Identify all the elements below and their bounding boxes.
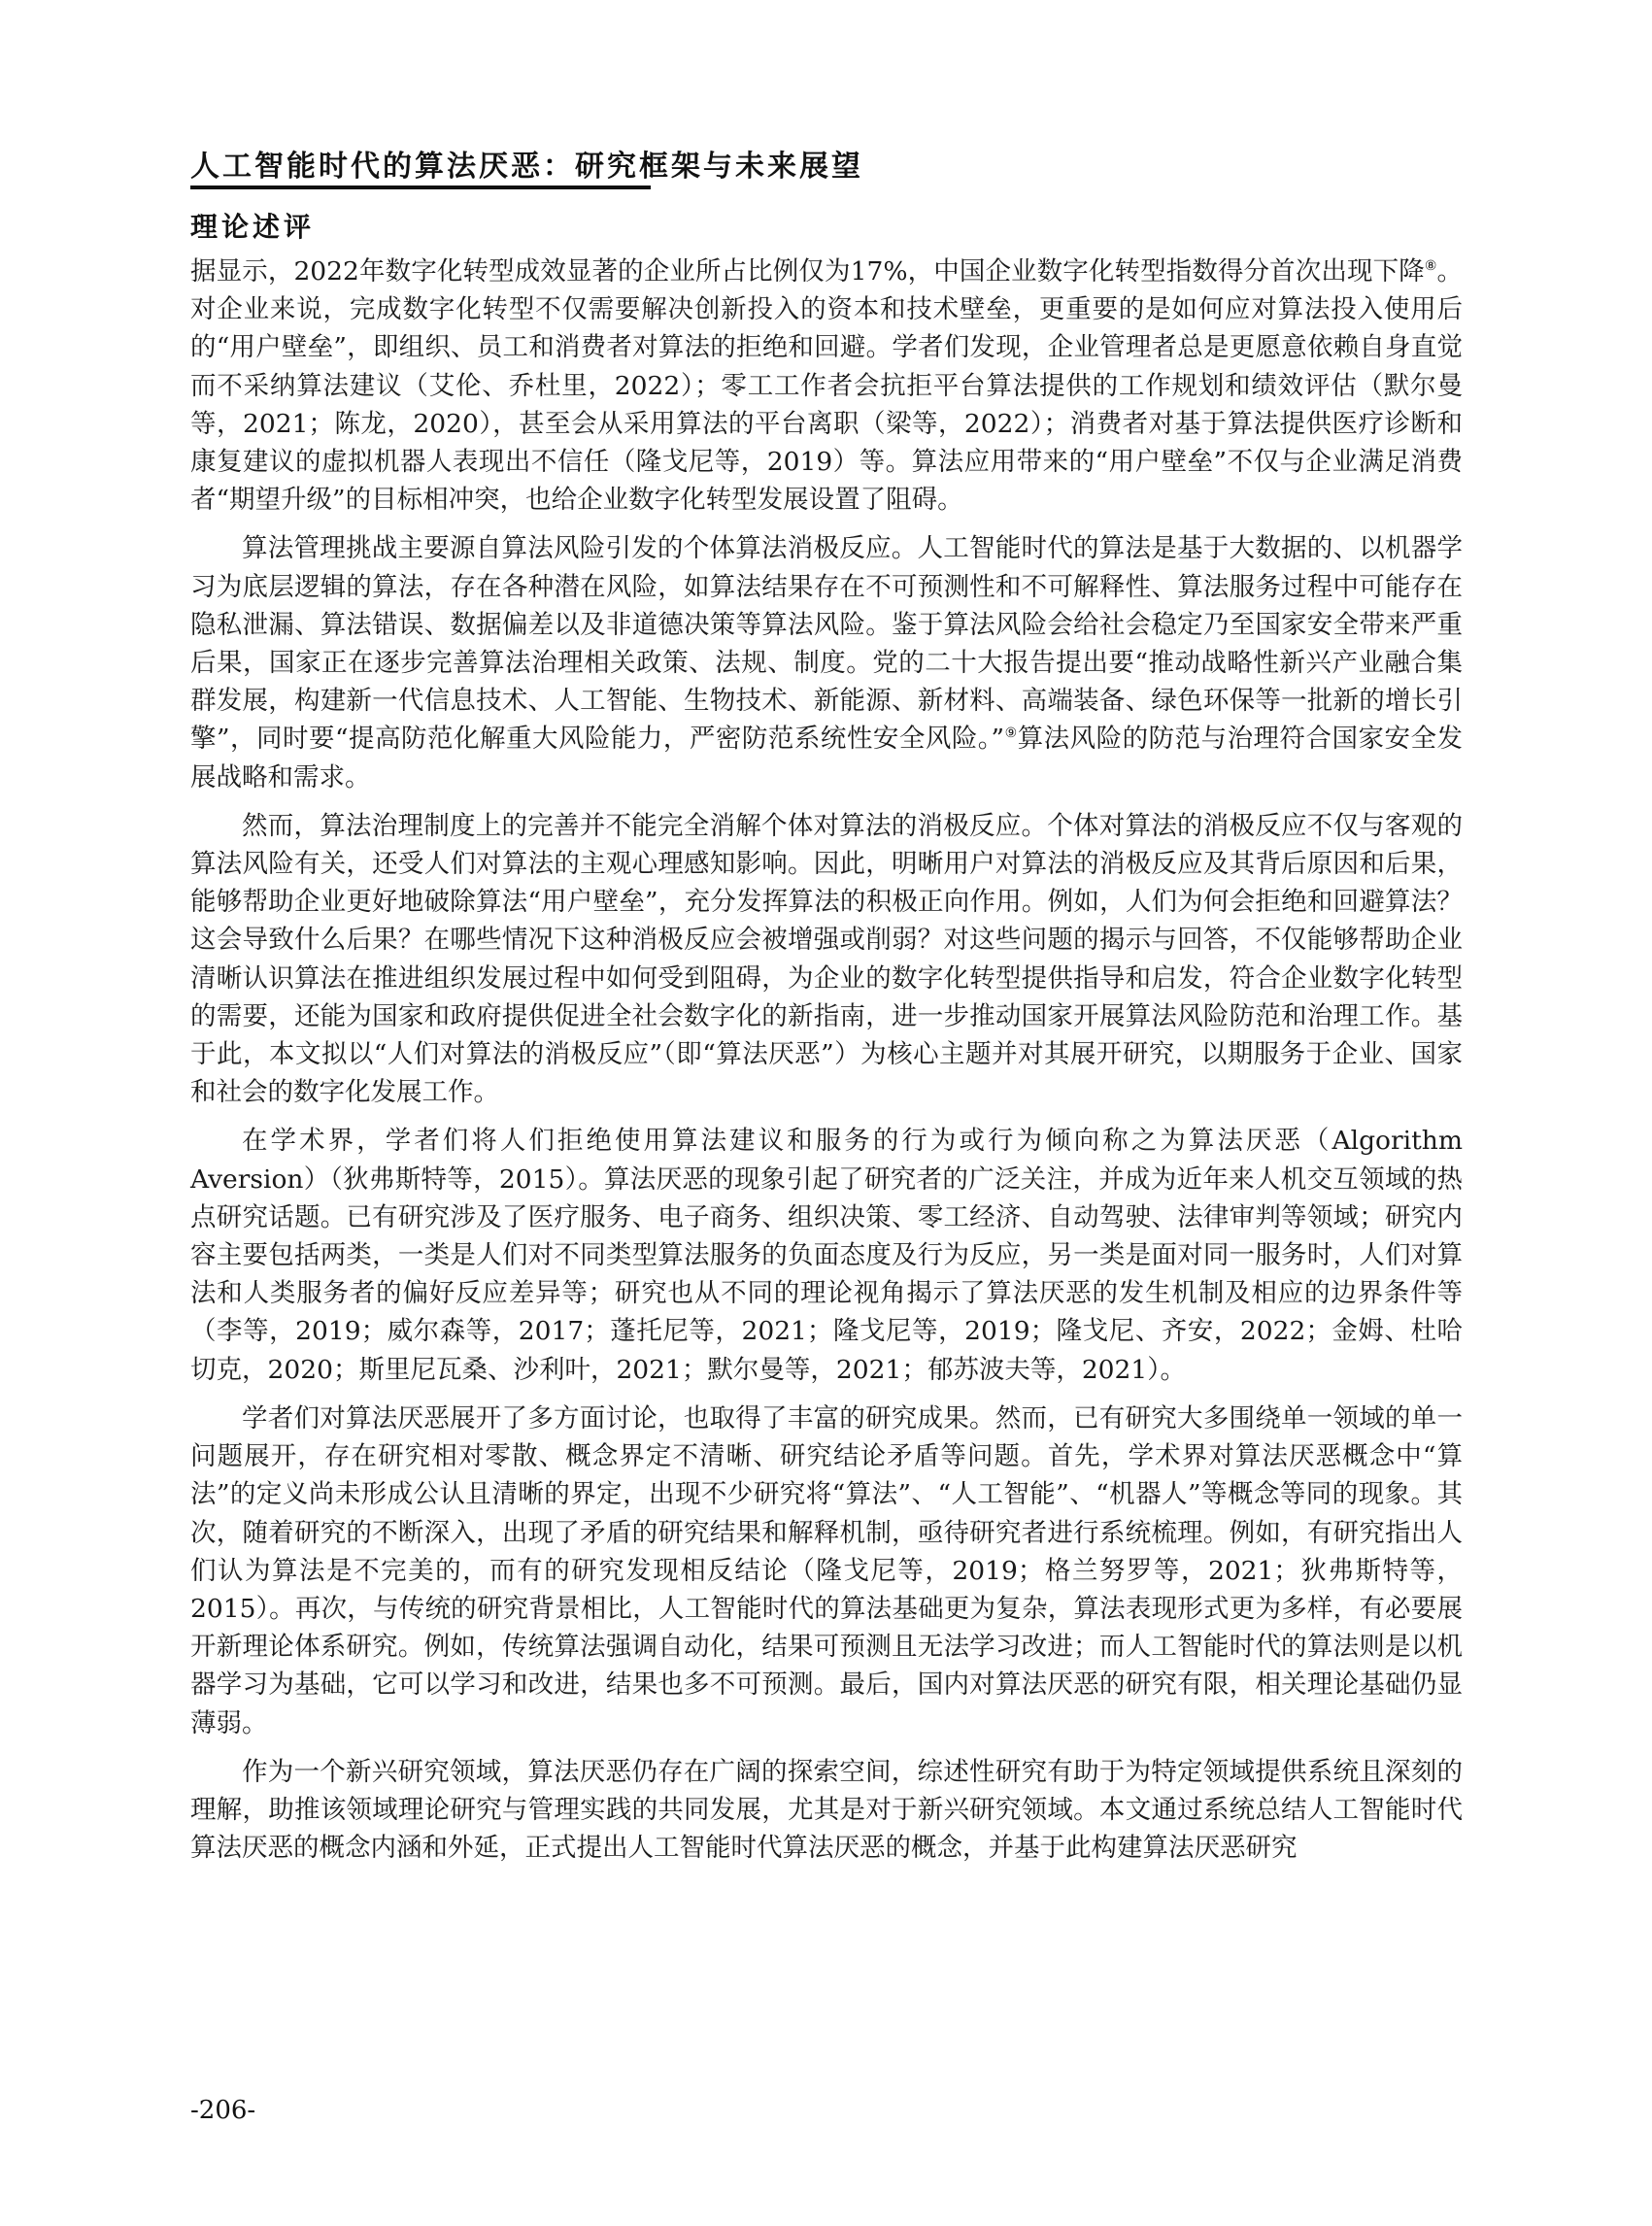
body-paragraph — [190, 1400, 1463, 1742]
body-paragraph — [190, 807, 1463, 1112]
body-paragraph — [190, 1122, 1463, 1388]
paragraph-text: 学者们对算法厌恶展开了多方面讨论，也取得了丰富的研究成果。然而，已有研究大多围绕单一领域的单一问题展开，存在研究相对零散、概念界定不清晰、研究结论矛盾等问题。首先，学术界对算法厌恶概念中“算法”的定义尚未形成公认且清晰的界定，出现不少研究将“算法”、“人工智能”、“机器人”等概念等同的现象。其次，随着研究的不断深入，出现了矛盾的研究结果和解释机制，亟待研究者进行系统梳理。例如，有研究指出人们认为算法是不完美的，而有的研究发现相反结论（隆戈尼等，2019；格兰努罗等，2021；狄弗斯特等，2015）。再次，与传统的研究背景相比，人工智能时代的算法基础更为复杂，算法表现形式更为多样，有必要展开新理论体系研究。例如，传统算法强调自动化，结果可预测且无法学习改进；而人工智能时代的算法则是以机器学习为基础，它可以学习和改进，结果也多不可预测。最后，国内对算法厌恶的研究有限，相关理论基础仍显薄弱。 — [190, 1402, 1463, 1738]
paragraph-text: 然而，算法治理制度上的完善并不能完全消解个体对算法的消极反应。个体对算法的消极反应不仅与客观的算法风险有关，还受人们对算法的主观心理感知影响。因此，明晰用户对算法的消极反应及其背后原因和后果，能够帮助企业更好地破除算法“用户壁垒”，充分发挥算法的积极正向作用。例如，人们为何会拒绝和回避算法？这会导致什么后果？在哪些情况下这种消极反应会被增强或削弱？对这些问题的揭示与回答，不仅能够帮助企业清晰认识算法在推进组织发展过程中如何受到阻碍，为企业的数字化转型提供指导和启发，符合企业数字化转型的需要，还能为国家和政府提供促进全社会数字化的新指南，进一步推动国家开展算法风险防范和治理工作。基于此，本文拟以“人们对算法的消极反应”（即“算法厌恶”）为核心主题并对其展开研究，以期服务于企业、国家和社会的数字化发展工作。 — [190, 810, 1463, 1108]
paragraph-text: 算法风险的防范与治理符合国家安全发展战略和需求。 — [190, 724, 1463, 793]
section-label: 理论述评 — [190, 211, 316, 243]
footnote-marker: ⑧ — [1424, 258, 1437, 275]
paragraph-text: 据显示，2022年数字化转型成效显著的企业所占比例仅为17%，中国企业数字化转型指数得分首次出现下降 — [190, 256, 1425, 287]
body-text — [190, 253, 1463, 1877]
body-paragraph — [190, 253, 1463, 519]
running-title: 人工智能时代的算法厌恶：研究框架与未来展望 — [190, 150, 863, 184]
paragraph-text: 算法管理挑战主要源自算法风险引发的个体算法消极反应。人工智能时代的算法是基于大数据的、以机器学习为底层逻辑的算法，存在各种潜在风险，如算法结果存在不可预测性和不可解释性、算法服务过程中可能存在隐私泄漏、算法错误、数据偏差以及非道德决策等算法风险。鉴于算法风险会给社会稳定乃至国家安全带来严重后果，国家正在逐步完善算法治理相关政策、法规、制度。党的二十大报告提出要“推动战略性新兴产业融合集群发展，构建新一代信息技术、人工智能、生物技术、新能源、新材料、高端装备、绿色环保等一批新的增长引擎”，同时要“提高防范化解重大风险能力，严密防范系统性安全风险。” — [190, 533, 1463, 755]
paragraph-text: 。对企业来说，完成数字化转型不仅需要解决创新投入的资本和技术壁垒，更重要的是如何应对算法投入使用后的“用户壁垒”，即组织、员工和消费者对算法的拒绝和回避。学者们发现，企业管理者总是更愿意依赖自身直觉而不采纳算法建议（艾伦、乔杜里，2022）；零工工作者会抗拒平台算法提供的工作规划和绩效评估（默尔曼等，2021；陈龙，2020），甚至会从采用算法的平台离职（梁等，2022）；消费者对基于算法提供医疗诊断和康复建议的虚拟机器人表现出不信任（隆戈尼等，2019）等。算法应用带来的“用户壁垒”不仅与企业满足消费者“期望升级”的目标相冲突，也给企业数字化转型发展设置了阻碍。 — [190, 256, 1463, 516]
header-rule — [190, 186, 651, 189]
body-paragraph — [190, 529, 1463, 795]
page-number: -206- — [190, 2096, 256, 2125]
paragraph-text: 作为一个新兴研究领域，算法厌恶仍存在广阔的探索空间，综述性研究有助于为特定领域提供系统且深刻的理解，助推该领域理论研究与管理实践的共同发展，尤其是对于新兴研究领域。本文通过系统总结人工智能时代算法厌恶的概念内涵和外延，正式提出人工智能时代算法厌恶的概念，并基于此构建算法厌恶研究 — [190, 1756, 1463, 1864]
body-paragraph — [190, 1753, 1463, 1868]
footnote-marker: ⑨ — [1004, 725, 1018, 742]
paragraph-text: 在学术界，学者们将人们拒绝使用算法建议和服务的行为或行为倾向称之为算法厌恶（Algorithm Aversion）（狄弗斯特等，2015）。算法厌恶的现象引起了研究者的广泛关注，并成为近年来人机交互领域的热点研究话题。已有研究涉及了医疗服务、电子商务、组织决策、零工经济、自动驾驶、法律审判等领域；研究内容主要包括两类，一类是人们对不同类型算法服务的负面态度及行为反应，另一类是面对同一服务时，人们对算法和人类服务者的偏好反应差异等；研究也从不同的理论视角揭示了算法厌恶的发生机制及相应的边界条件等（李等，2019；威尔森等，2017；蓬托尼等，2021；隆戈尼等，2019；隆戈尼、齐安，2022；金姆、杜哈切克，2020；斯里尼瓦桑、沙利叶，2021；默尔曼等，2021；郁苏波夫等，2021）。 — [190, 1126, 1463, 1385]
